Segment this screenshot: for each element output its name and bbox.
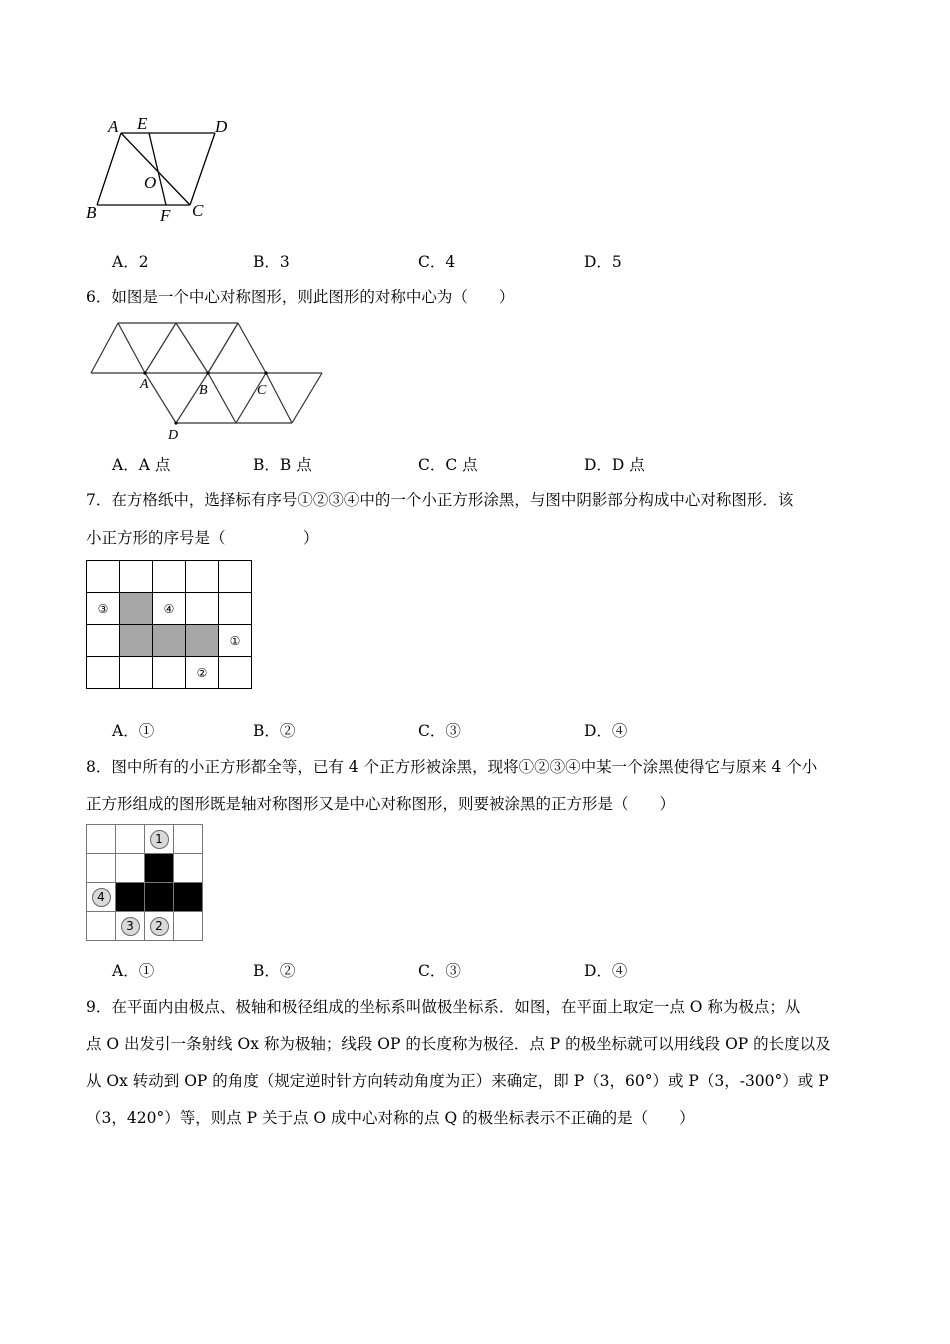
q9-question-line3: 从 Ox 转动到 OP 的角度（规定逆时针方向转动角度为正）来确定，即 P（3，60°）或 P（3，-300°）或 P <box>86 1072 829 1090</box>
q7-cell-2[interactable]: ② <box>186 657 219 689</box>
q9-question-line2: 点 O 出发引一条射线 Ox 称为极轴；线段 OP 的长度称为极径．点 P 的极坐标就可以用线段 OP 的长度以及 <box>86 1035 831 1053</box>
q8-cell-4[interactable] <box>87 883 116 912</box>
q6-label-C: C <box>257 383 267 398</box>
q7-cell <box>153 657 186 689</box>
q8-cell <box>87 825 116 854</box>
q5-option-c[interactable]: C．4 <box>418 253 456 271</box>
q8-cell <box>174 854 203 883</box>
q5-line-DC <box>190 133 215 205</box>
q6-option-d[interactable]: D．D 点 <box>584 456 645 474</box>
q7-grid <box>86 560 252 689</box>
q8-cell-1[interactable] <box>145 825 174 854</box>
q7-cell-3[interactable]: ③ <box>87 593 120 625</box>
q7-cell <box>87 657 120 689</box>
q6-label-B: B <box>199 383 208 398</box>
q7-cell <box>219 561 252 593</box>
q5-label-D: D <box>215 117 228 136</box>
q7-cell <box>219 593 252 625</box>
q5-line-EF <box>149 133 166 205</box>
q8-black-cell <box>145 854 174 883</box>
q5-option-a[interactable]: A．2 <box>112 253 149 271</box>
q7-option-b[interactable]: B．② <box>253 722 296 740</box>
q8-circle-label-4: 4 <box>92 888 111 907</box>
q7-cell <box>120 657 153 689</box>
q8-circle-label-3: 3 <box>121 917 140 936</box>
q5-label-A: A <box>108 117 119 136</box>
q8-cell <box>116 854 145 883</box>
q7-option-d[interactable]: D．④ <box>584 722 628 740</box>
q5-line-AC <box>121 133 190 205</box>
q5-line-AB <box>97 133 121 205</box>
q7-cell <box>219 657 252 689</box>
q5-label-C: C <box>192 201 204 220</box>
q7-cell <box>153 561 186 593</box>
q6-option-c[interactable]: C．C 点 <box>418 456 478 474</box>
q5-label-F: F <box>160 206 171 225</box>
q6-triangle-figure <box>86 318 331 446</box>
q6-label-A: A <box>140 377 149 392</box>
q7-question-line2: 小正方形的序号是（ ） <box>86 529 319 547</box>
q7-option-a[interactable]: A．① <box>112 722 155 740</box>
q7-option-c[interactable]: C．③ <box>418 722 461 740</box>
q7-cell-1[interactable]: ① <box>219 625 252 657</box>
q7-cell <box>87 625 120 657</box>
q9-question-line1: 9．在平面内由极点、极轴和极径组成的坐标系叫做极坐标系．如图，在平面上取定一点 O 称为极点；从 <box>86 998 801 1016</box>
q8-black-cell <box>174 883 203 912</box>
q8-cell-2[interactable] <box>145 912 174 941</box>
q5-label-O: O <box>144 173 157 192</box>
q6-option-a[interactable]: A．A 点 <box>112 456 171 474</box>
q5-parallelogram-figure <box>80 110 240 230</box>
q8-option-b[interactable]: B．② <box>253 962 296 980</box>
q8-cell <box>174 912 203 941</box>
q8-black-cell <box>116 883 145 912</box>
q6-label-D: D <box>168 428 179 443</box>
q7-shaded-cell <box>120 625 153 657</box>
q8-question-line2: 正方形组成的图形既是轴对称图形又是中心对称图形，则要被涂黑的正方形是（ ） <box>86 795 676 813</box>
q8-option-a[interactable]: A．① <box>112 962 155 980</box>
q7-cell <box>120 561 153 593</box>
q8-circle-label-2: 2 <box>150 917 169 936</box>
q5-option-d[interactable]: D．5 <box>584 253 622 271</box>
q8-cell <box>87 854 116 883</box>
q7-question-line1: 7．在方格纸中，选择标有序号①②③④中的一个小正方形涂黑，与图中阴影部分构成中心对称图形．该 <box>86 491 794 509</box>
q6-question-text: 6．如图是一个中心对称图形，则此图形的对称中心为（ ） <box>86 288 515 306</box>
q7-cell-4[interactable]: ④ <box>153 593 186 625</box>
q5-label-E: E <box>137 114 148 133</box>
q7-cell <box>186 593 219 625</box>
q8-circle-label-1: 1 <box>150 830 169 849</box>
q6-option-b[interactable]: B．B 点 <box>253 456 312 474</box>
q8-cell-3[interactable] <box>116 912 145 941</box>
q8-cell <box>174 825 203 854</box>
q7-cell <box>87 561 120 593</box>
q5-label-B: B <box>86 203 97 222</box>
q7-shaded-cell <box>186 625 219 657</box>
q5-option-b[interactable]: B．3 <box>253 253 290 271</box>
q8-option-d[interactable]: D．④ <box>584 962 628 980</box>
q8-cell <box>87 912 116 941</box>
q8-option-c[interactable]: C．③ <box>418 962 461 980</box>
q8-grid <box>86 824 203 941</box>
q7-shaded-cell <box>120 593 153 625</box>
q9-question-line4: （3，420°）等，则点 P 关于点 O 成中心对称的点 Q 的极坐标表示不正确的是（ ） <box>86 1109 695 1127</box>
q8-question-line1: 8．图中所有的小正方形都全等，已有 4 个正方形被涂黑，现将①②③④中某一个涂黑使得它与原来 4 个小 <box>86 758 818 776</box>
q8-black-cell <box>145 883 174 912</box>
q8-cell <box>116 825 145 854</box>
q7-cell <box>186 561 219 593</box>
q7-shaded-cell <box>153 625 186 657</box>
